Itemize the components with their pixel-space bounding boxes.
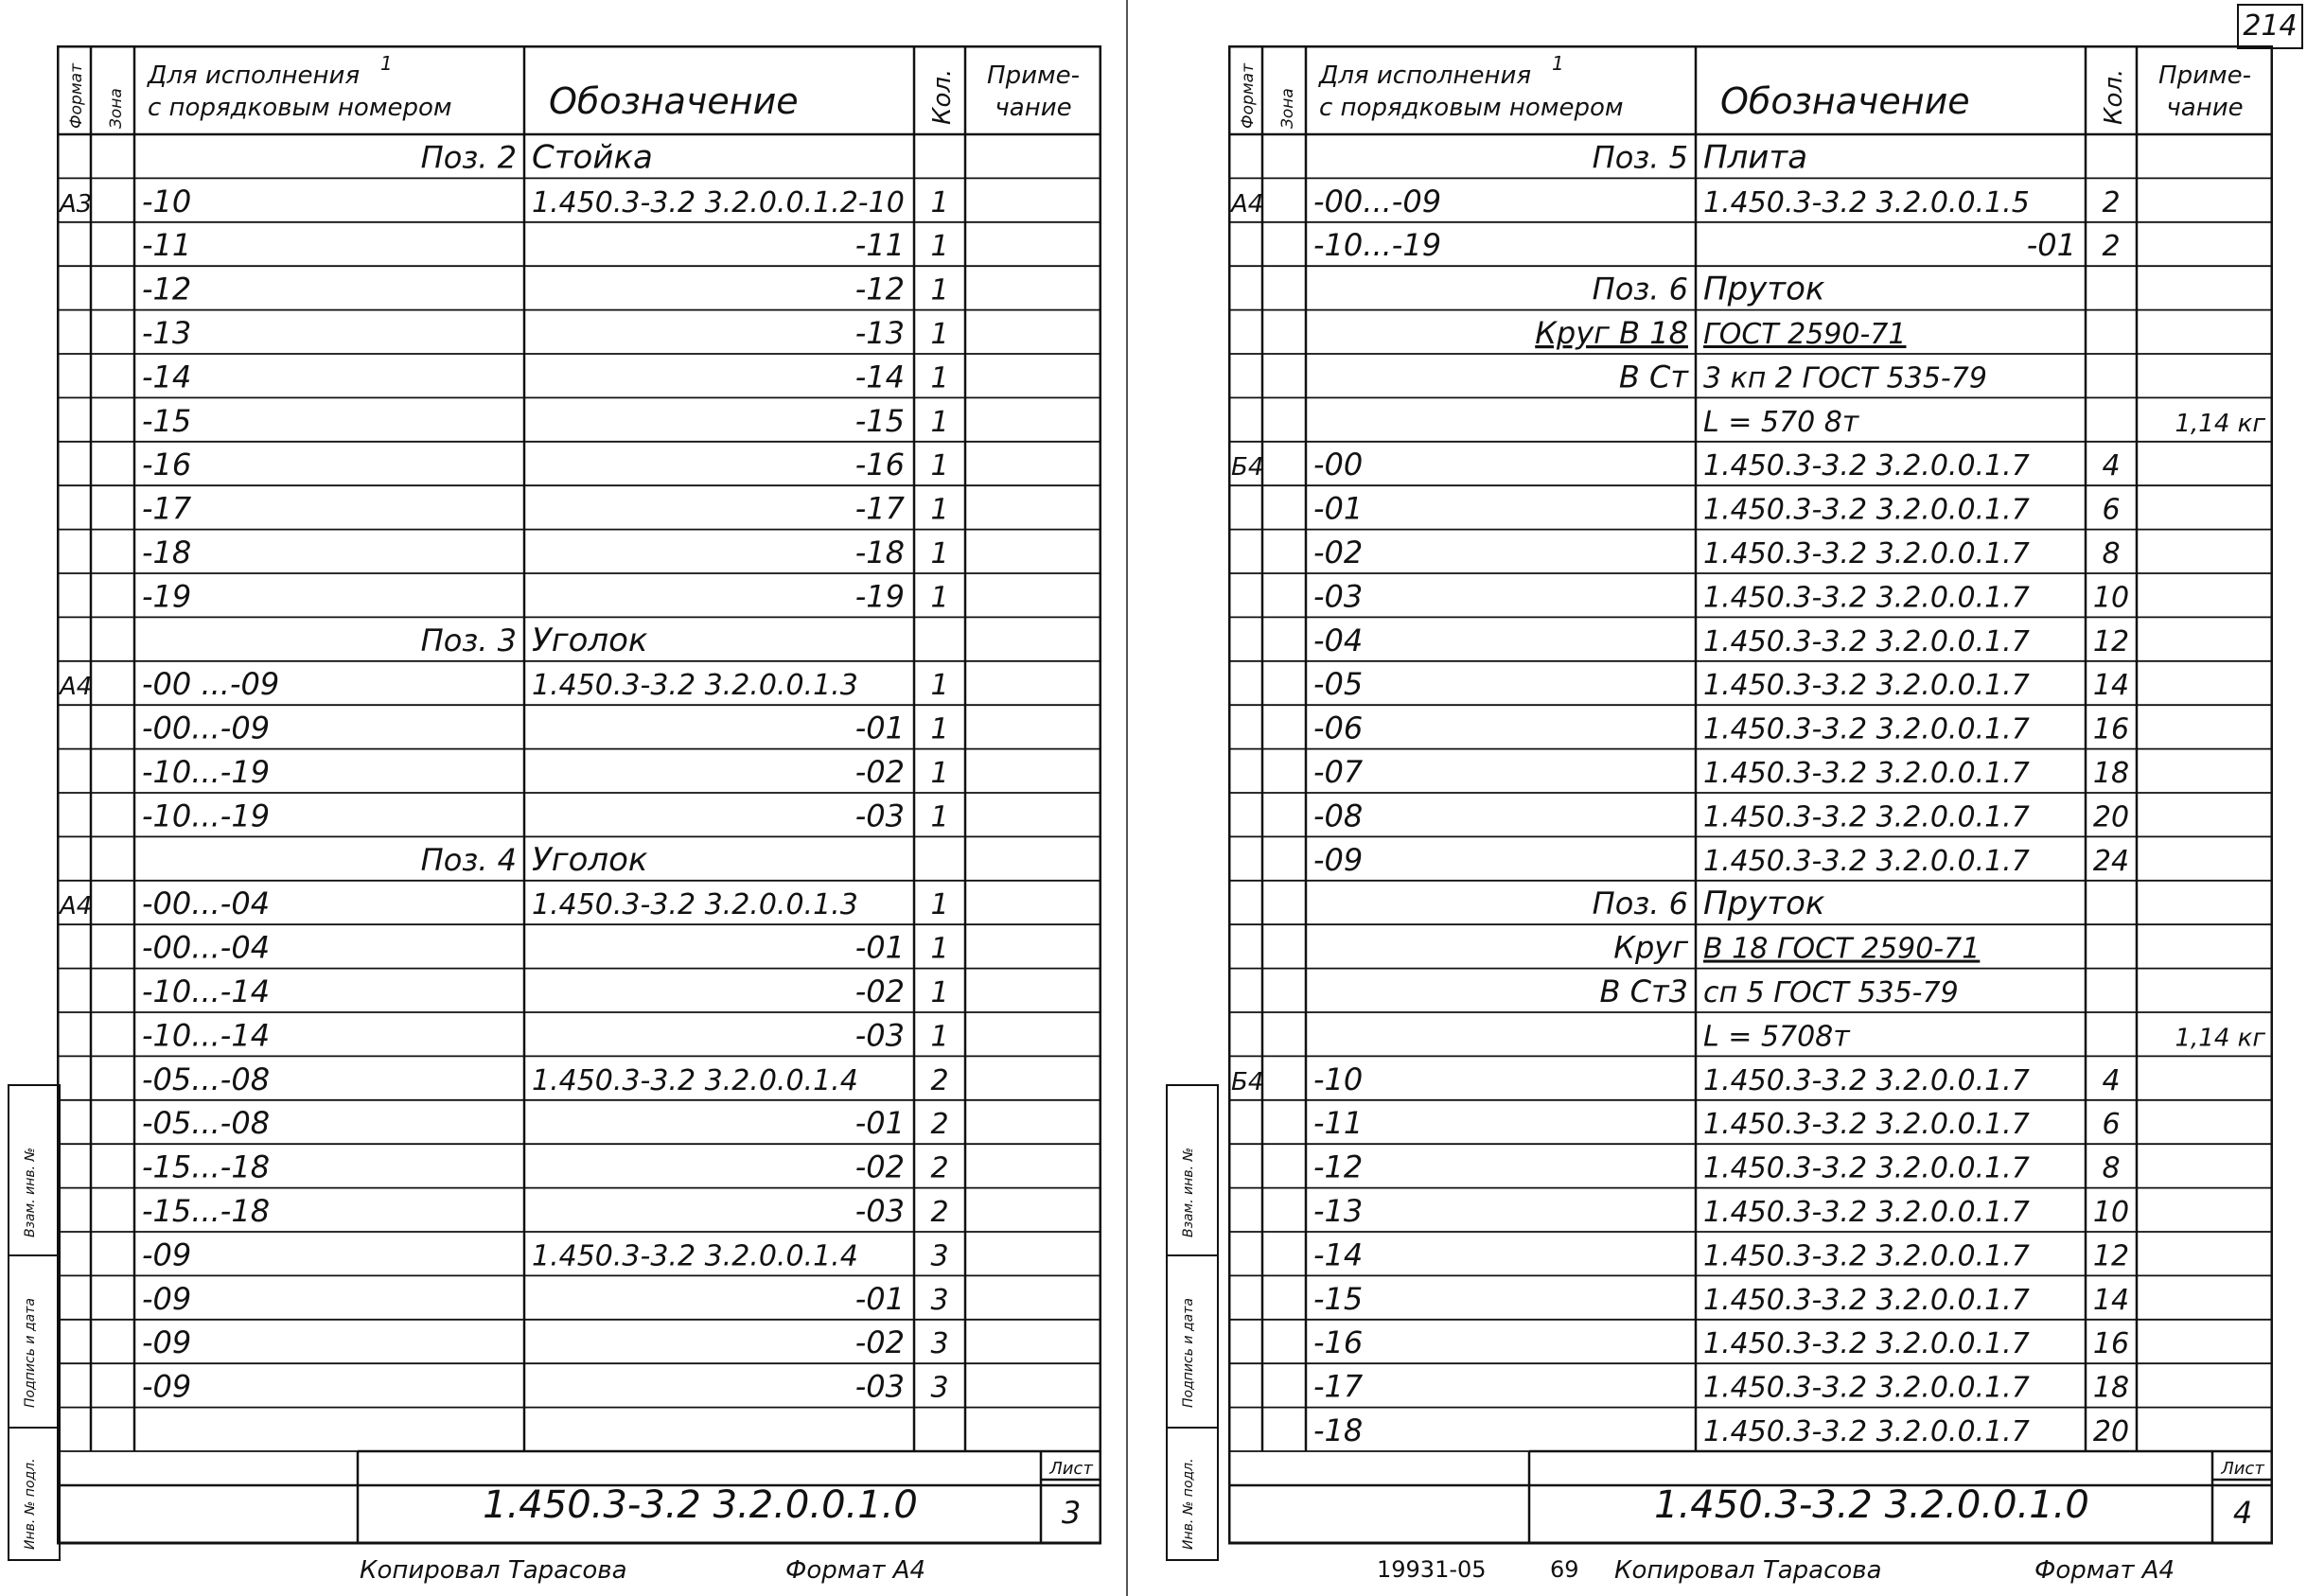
left-row-23-variant: -15...-18 — [142, 1149, 271, 1185]
right-row-24-qty: 10 — [2092, 1196, 2130, 1229]
right-row-27-qty: 16 — [2092, 1327, 2130, 1361]
right-row-15-designation: 1.450.3-3.2 3.2.0.0.1.7 — [1703, 800, 2030, 834]
right-row-22-designation: 1.450.3-3.2 3.2.0.0.1.7 — [1703, 1108, 2030, 1142]
right-row-1-designation: 1.450.3-3.2 3.2.0.0.1.5 — [1703, 185, 2030, 219]
right-row-14-qty: 18 — [2092, 757, 2130, 790]
left-row-0-designation: Стойка — [532, 138, 653, 177]
right-row-8-qty: 6 — [2102, 493, 2121, 527]
right-row-29-designation: 1.450.3-3.2 3.2.0.0.1.7 — [1703, 1415, 2030, 1448]
right-row-24-designation: 1.450.3-3.2 3.2.0.0.1.7 — [1703, 1196, 2030, 1229]
left-header-format: Формат — [67, 63, 86, 129]
right-tb-sheet-label: Лист — [2221, 1459, 2264, 1479]
left-row-7-variant: -16 — [142, 447, 192, 483]
right-row-7-qty: 4 — [2102, 449, 2121, 483]
left-header-note-2: чание — [995, 94, 1072, 122]
left-header-variant-2: с порядковым номером — [148, 94, 452, 122]
right-row-16-qty: 24 — [2092, 844, 2130, 878]
left-row-22-qty: 2 — [930, 1108, 949, 1142]
left-row-23-designation: -02 — [854, 1149, 905, 1185]
left-row-2-variant: -11 — [142, 227, 192, 264]
left-row-8-qty: 1 — [930, 493, 949, 527]
right-row-0-variant: Поз. 5 — [1592, 139, 1688, 176]
left-row-17-qty: 1 — [930, 888, 949, 922]
left-row-15-variant: -10...-19 — [142, 798, 271, 834]
left-header-footnote: 1 — [380, 52, 393, 75]
right-row-14-variant: -07 — [1313, 754, 1364, 790]
right-row-6-designation: L = 570 8т — [1703, 405, 1859, 439]
right-sheet-table — [1228, 45, 2273, 1559]
left-row-11-variant: Поз. 3 — [420, 622, 517, 658]
left-row-17-variant: -00...-04 — [142, 886, 271, 922]
right-row-3-variant: Поз. 6 — [1592, 271, 1688, 307]
left-row-9-variant: -18 — [142, 535, 192, 570]
left-row-3-variant: -12 — [142, 271, 192, 307]
right-row-3-designation: Пруток — [1703, 270, 1825, 308]
right-row-29-variant: -18 — [1313, 1412, 1364, 1448]
left-row-2-qty: 1 — [930, 230, 949, 264]
left-row-19-qty: 1 — [930, 976, 949, 1009]
left-row-17-designation: 1.450.3-3.2 3.2.0.0.1.3 — [532, 888, 858, 922]
left-row-18-qty: 1 — [930, 932, 949, 966]
left-sheet-table — [57, 45, 1101, 1559]
right-row-11-variant: -04 — [1313, 622, 1364, 658]
right-header-format: Формат — [1239, 63, 1258, 129]
right-row-22-qty: 6 — [2102, 1108, 2121, 1142]
right-row-25-variant: -14 — [1313, 1236, 1364, 1273]
left-row-28-designation: -03 — [854, 1368, 905, 1405]
left-row-16-designation: Уголок — [532, 840, 648, 879]
left-row-21-variant: -05...-08 — [142, 1061, 271, 1097]
left-header-zone: Зона — [107, 88, 126, 129]
left-row-19-variant: -10...-14 — [142, 973, 271, 1009]
left-row-7-qty: 1 — [930, 449, 949, 483]
right-row-13-designation: 1.450.3-3.2 3.2.0.0.1.7 — [1703, 712, 2030, 746]
right-row-10-designation: 1.450.3-3.2 3.2.0.0.1.7 — [1703, 581, 2030, 615]
left-header-variant-1: Для исполнения — [148, 61, 361, 90]
right-row-7-variant: -00 — [1313, 447, 1364, 483]
right-header-designation: Обозначение — [1720, 80, 1970, 122]
left-row-14-qty: 1 — [930, 757, 949, 790]
right-header-variant-1: Для исполнения — [1319, 61, 1532, 90]
right-row-10-variant: -03 — [1313, 578, 1364, 615]
left-row-27-designation: -02 — [854, 1324, 905, 1361]
right-copied-by: Копировал Тарасова — [1614, 1556, 1882, 1585]
right-row-11-qty: 12 — [2092, 624, 2130, 658]
left-row-14-designation: -02 — [854, 754, 905, 790]
right-row-23-variant: -12 — [1313, 1149, 1364, 1185]
right-row-8-designation: 1.450.3-3.2 3.2.0.0.1.7 — [1703, 493, 2030, 527]
right-row-27-designation: 1.450.3-3.2 3.2.0.0.1.7 — [1703, 1327, 2030, 1361]
right-header-qty: Кол. — [2100, 68, 2128, 125]
left-row-28-qty: 3 — [930, 1371, 949, 1405]
left-row-6-variant: -15 — [142, 402, 192, 439]
right-row-13-qty: 16 — [2092, 712, 2130, 746]
left-row-12-qty: 1 — [930, 669, 949, 703]
left-tb-sheet-no: 3 — [1061, 1495, 1082, 1531]
left-row-3-qty: 1 — [930, 273, 949, 307]
left-row-14-variant: -10...-19 — [142, 754, 271, 790]
right-row-26-variant: -15 — [1313, 1280, 1364, 1317]
left-row-12-format: А4 — [60, 673, 93, 702]
right-row-12-variant: -05 — [1313, 666, 1364, 703]
right-row-11-designation: 1.450.3-3.2 3.2.0.0.1.7 — [1703, 624, 2030, 658]
left-row-25-designation: 1.450.3-3.2 3.2.0.0.1.4 — [532, 1239, 858, 1273]
left-row-27-qty: 3 — [930, 1327, 949, 1361]
left-row-5-designation: -14 — [854, 359, 905, 395]
left-format-label: Формат А4 — [785, 1556, 926, 1585]
stamp-inv-orig: Инв. № подл. — [23, 1458, 38, 1550]
right-row-10-qty: 10 — [2092, 581, 2130, 615]
right-row-15-qty: 20 — [2092, 800, 2130, 834]
left-row-20-variant: -10...-14 — [142, 1017, 271, 1054]
right-row-28-designation: 1.450.3-3.2 3.2.0.0.1.7 — [1703, 1371, 2030, 1405]
left-row-12-designation: 1.450.3-3.2 3.2.0.0.1.3 — [532, 669, 858, 703]
right-binding-stamp — [1166, 1084, 1219, 1561]
right-row-4-designation: ГОСТ 2590-71 — [1703, 318, 1907, 351]
left-header-qty: Кол. — [928, 68, 957, 125]
stamp-inv-orig-r: Инв. № подл. — [1181, 1458, 1196, 1550]
right-row-17-designation: Пруток — [1703, 885, 1825, 923]
left-row-16-variant: Поз. 4 — [420, 841, 517, 878]
left-row-13-qty: 1 — [930, 712, 949, 746]
left-row-22-designation: -01 — [854, 1105, 905, 1142]
left-row-26-designation: -01 — [854, 1280, 905, 1317]
stamp-sign-date-r: Подпись и дата — [1181, 1298, 1196, 1408]
left-row-12-variant: -00 ...-09 — [142, 666, 280, 703]
left-header-note-1: Приме- — [987, 61, 1080, 90]
right-row-28-variant: -17 — [1313, 1368, 1364, 1405]
right-row-5-variant: В Ст — [1618, 359, 1688, 395]
page-number: 214 — [2237, 4, 2303, 49]
right-row-29-qty: 20 — [2092, 1415, 2130, 1448]
right-row-13-variant: -06 — [1313, 710, 1364, 746]
stamp-replaces-inv: Взам. инв. № — [23, 1147, 38, 1237]
left-row-4-designation: -13 — [854, 315, 905, 351]
right-row-7-format: Б4 — [1231, 453, 1264, 482]
left-row-22-variant: -05...-08 — [142, 1105, 271, 1142]
right-tb-doc-code: 1.450.3-3.2 3.2.0.0.1.0 — [1654, 1483, 2089, 1527]
right-row-4-variant: Круг В 18 — [1535, 315, 1688, 351]
right-row-1-variant: -00...-09 — [1313, 183, 1442, 219]
right-row-25-qty: 12 — [2092, 1239, 2130, 1273]
right-row-23-qty: 8 — [2102, 1151, 2121, 1185]
left-row-19-designation: -02 — [854, 973, 905, 1009]
left-row-21-qty: 2 — [930, 1063, 949, 1097]
right-row-21-qty: 4 — [2102, 1063, 2121, 1097]
left-row-11-designation: Уголок — [532, 621, 648, 659]
left-copied-by: Копировал Тарасова — [360, 1556, 627, 1585]
left-row-5-qty: 1 — [930, 361, 949, 395]
right-row-20-designation: L = 5708т — [1703, 1020, 1850, 1054]
left-row-28-variant: -09 — [142, 1368, 192, 1405]
left-row-24-variant: -15...-18 — [142, 1193, 271, 1229]
left-row-25-qty: 3 — [930, 1239, 949, 1273]
left-frame — [58, 46, 1101, 1543]
left-row-2-designation: -11 — [854, 227, 905, 264]
right-header-footnote: 1 — [1552, 52, 1564, 75]
right-archive-page: 69 — [1550, 1556, 1579, 1583]
left-row-10-designation: -19 — [854, 578, 905, 615]
right-row-25-designation: 1.450.3-3.2 3.2.0.0.1.7 — [1703, 1239, 2030, 1273]
right-row-16-designation: 1.450.3-3.2 3.2.0.0.1.7 — [1703, 844, 2030, 878]
left-row-26-variant: -09 — [142, 1280, 192, 1317]
right-row-27-variant: -16 — [1313, 1324, 1364, 1361]
sheet-divider — [1126, 0, 1128, 1596]
left-row-20-designation: -03 — [854, 1017, 905, 1054]
left-row-26-qty: 3 — [930, 1283, 949, 1317]
left-row-6-designation: -15 — [854, 402, 905, 439]
left-row-18-variant: -00...-04 — [142, 929, 271, 966]
left-row-13-designation: -01 — [854, 710, 905, 746]
right-row-12-designation: 1.450.3-3.2 3.2.0.0.1.7 — [1703, 669, 2030, 703]
right-row-20-note: 1,14 кг — [2175, 1024, 2265, 1053]
right-header-note-1: Приме- — [2158, 61, 2251, 90]
stamp-sign-date: Подпись и дата — [23, 1298, 38, 1408]
right-row-6-note: 1,14 кг — [2175, 409, 2265, 438]
right-row-21-format: Б4 — [1231, 1067, 1264, 1096]
left-header-designation: Обозначение — [549, 80, 799, 122]
right-row-9-variant: -02 — [1313, 535, 1364, 570]
right-row-14-designation: 1.450.3-3.2 3.2.0.0.1.7 — [1703, 757, 2030, 790]
right-row-17-variant: Поз. 6 — [1592, 886, 1688, 922]
right-row-18-variant: Круг — [1613, 929, 1688, 966]
right-row-8-variant: -01 — [1313, 490, 1364, 527]
right-format-label: Формат А4 — [2034, 1556, 2175, 1585]
left-row-24-designation: -03 — [854, 1193, 905, 1229]
right-archive-no: 19931-05 — [1377, 1556, 1487, 1583]
left-row-17-format: А4 — [60, 892, 93, 921]
right-row-23-designation: 1.450.3-3.2 3.2.0.0.1.7 — [1703, 1151, 2030, 1185]
left-row-13-variant: -00...-09 — [142, 710, 271, 746]
right-row-9-designation: 1.450.3-3.2 3.2.0.0.1.7 — [1703, 537, 2030, 570]
left-row-21-designation: 1.450.3-3.2 3.2.0.0.1.4 — [532, 1063, 858, 1097]
right-row-24-variant: -13 — [1313, 1193, 1364, 1229]
right-row-9-qty: 8 — [2102, 537, 2121, 570]
right-row-2-qty: 2 — [2102, 230, 2121, 264]
left-row-10-qty: 1 — [930, 581, 949, 615]
right-row-0-designation: Плита — [1703, 138, 1808, 177]
right-row-5-designation: 3 кп 2 ГОСТ 535-79 — [1703, 361, 1987, 395]
left-row-25-variant: -09 — [142, 1236, 192, 1273]
right-row-21-variant: -10 — [1313, 1061, 1364, 1097]
right-row-22-variant: -11 — [1313, 1105, 1364, 1142]
right-row-18-designation: В 18 ГОСТ 2590-71 — [1703, 932, 1981, 966]
left-row-9-designation: -18 — [854, 535, 905, 570]
left-row-24-qty: 2 — [930, 1196, 949, 1229]
left-binding-stamp — [8, 1084, 61, 1561]
right-row-19-designation: сп 5 ГОСТ 535-79 — [1703, 976, 1959, 1009]
right-header-zone: Зона — [1278, 88, 1297, 129]
right-header-note-2: чание — [2166, 94, 2244, 122]
left-row-15-qty: 1 — [930, 800, 949, 834]
left-row-9-qty: 1 — [930, 537, 949, 570]
right-row-1-qty: 2 — [2102, 185, 2121, 219]
right-row-12-qty: 14 — [2092, 669, 2130, 703]
left-row-20-qty: 1 — [930, 1020, 949, 1054]
right-row-28-qty: 18 — [2092, 1371, 2130, 1405]
left-row-18-designation: -01 — [854, 929, 905, 966]
right-header-variant-2: с порядковым номером — [1319, 94, 1624, 122]
right-row-21-designation: 1.450.3-3.2 3.2.0.0.1.7 — [1703, 1063, 2030, 1097]
left-tb-sheet-label: Лист — [1049, 1459, 1093, 1479]
left-row-0-variant: Поз. 2 — [420, 139, 517, 176]
left-row-27-variant: -09 — [142, 1324, 192, 1361]
left-row-1-qty: 1 — [930, 185, 949, 219]
left-row-8-variant: -17 — [142, 490, 192, 527]
right-row-2-designation: -01 — [2026, 227, 2076, 264]
left-row-6-qty: 1 — [930, 405, 949, 439]
right-row-26-designation: 1.450.3-3.2 3.2.0.0.1.7 — [1703, 1283, 2030, 1317]
right-row-2-variant: -10...-19 — [1313, 227, 1442, 264]
right-row-19-variant: В Ст3 — [1599, 973, 1688, 1009]
left-row-1-format: А3 — [60, 189, 93, 219]
left-row-7-designation: -16 — [854, 447, 905, 483]
right-row-7-designation: 1.450.3-3.2 3.2.0.0.1.7 — [1703, 449, 2030, 483]
left-row-8-designation: -17 — [854, 490, 905, 527]
left-row-5-variant: -14 — [142, 359, 192, 395]
left-row-23-qty: 2 — [930, 1151, 949, 1185]
left-tb-doc-code: 1.450.3-3.2 3.2.0.0.1.0 — [483, 1483, 918, 1527]
right-row-16-variant: -09 — [1313, 841, 1364, 878]
left-row-1-designation: 1.450.3-3.2 3.2.0.0.1.2-10 — [532, 185, 905, 219]
left-row-4-variant: -13 — [142, 315, 192, 351]
left-row-3-designation: -12 — [854, 271, 905, 307]
right-tb-sheet-no: 4 — [2232, 1495, 2253, 1531]
left-row-4-qty: 1 — [930, 318, 949, 351]
right-row-15-variant: -08 — [1313, 798, 1364, 834]
left-row-10-variant: -19 — [142, 578, 192, 615]
stamp-replaces-inv-r: Взам. инв. № — [1181, 1147, 1196, 1237]
right-row-26-qty: 14 — [2092, 1283, 2130, 1317]
left-row-15-designation: -03 — [854, 798, 905, 834]
left-row-1-variant: -10 — [142, 183, 192, 219]
right-row-1-format: А4 — [1231, 189, 1264, 219]
